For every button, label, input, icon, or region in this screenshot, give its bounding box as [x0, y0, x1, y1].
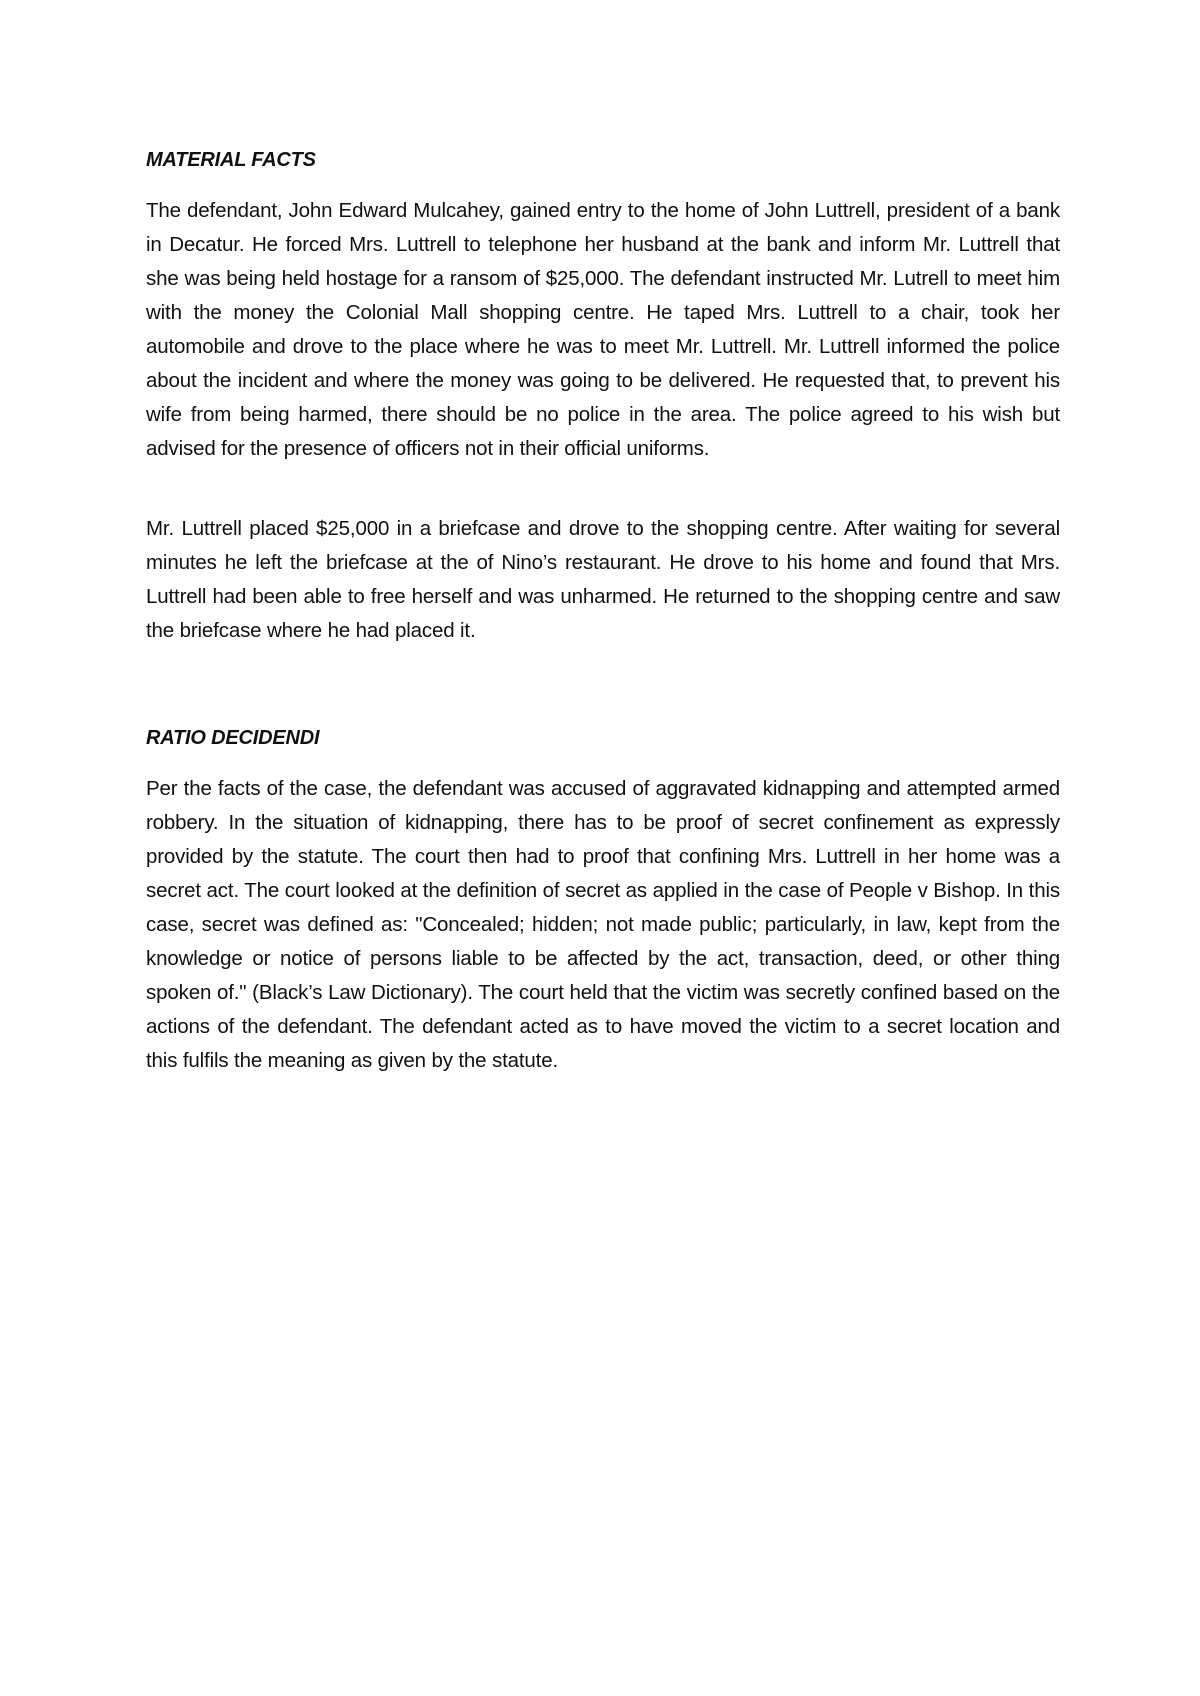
paragraph: The defendant, John Edward Mulcahey, gained entry to the home of John Luttrell, president of a bank in Decatur. He forced Mrs. Luttrell to telephone her husband at the bank and inform Mr. Luttrell that she was being held hostage for a ransom of $25,000. The defendant instructed Mr. Lutrell to meet him with the money the Colonial Mall shopping centre. He taped Mrs. Luttrell to a chair, took her automobile and drove to the place where he was to meet Mr. Luttrell. Mr. Luttrell informed the police about the incident and where the money was going to be delivered. He requested that, to prevent his wife from being harmed, there should be no police in the area. The police agreed to his wish but advised for the presence of officers not in their official uniforms. — [146, 199, 1060, 460]
section-ratio-decidendi — [146, 724, 1060, 1078]
paragraph: Mr. Luttrell placed $25,000 in a briefcase and drove to the shopping centre. After waiting for several minutes he left the briefcase at the of Nino’s restaurant. He drove to his home and found that Mrs. Luttrell had been able to free herself and was unharmed. He returned to the shopping centre and saw the briefcase where he had placed it. — [146, 517, 1060, 642]
document-body — [146, 146, 1060, 1078]
section-heading: MATERIAL FACTS — [146, 149, 316, 171]
section-material-facts — [146, 146, 1060, 648]
section-heading: RATIO DECIDENDI — [146, 727, 320, 749]
paragraph: Per the facts of the case, the defendant was accused of aggravated kidnapping and attempted armed robbery. In the situation of kidnapping, there has to be proof of secret confinement as expressly provided by the statute. The court then had to proof that confining Mrs. Luttrell in her home was a secret act. The court looked at the definition of secret as applied in the case of People v Bishop. In this case, secret was defined as: "Concealed; hidden; not made public; particularly, in law, kept from the knowledge or notice of persons liable to be affected by the act, transaction, deed, or other thing spoken of." (Black’s Law Dictionary). The court held that the victim was secretly confined based on the actions of the defendant. The defendant acted as to have moved the victim to a secret location and this fulfils the meaning as given by the statute. — [146, 777, 1060, 1072]
